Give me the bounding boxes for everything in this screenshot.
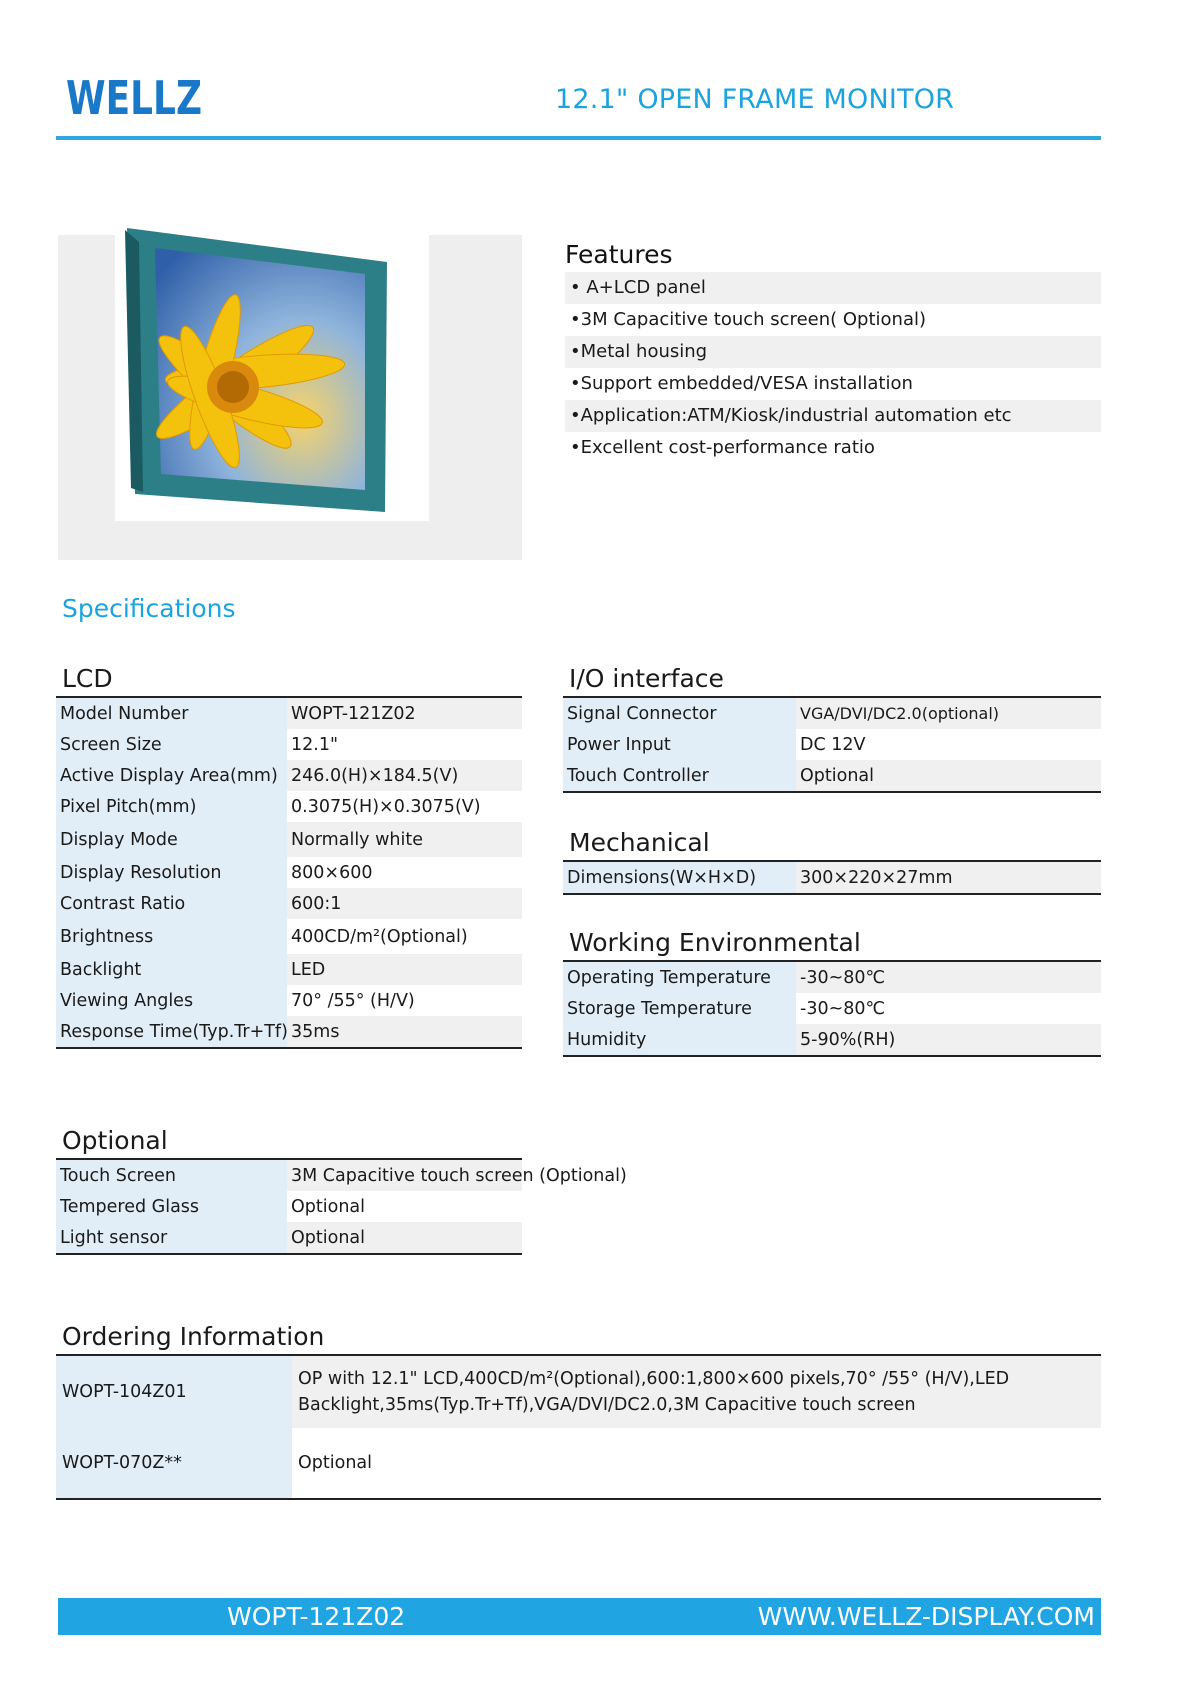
spec-label: Brightness — [56, 919, 287, 954]
table-row — [563, 862, 1101, 894]
specifications-heading: Specifications — [62, 594, 236, 623]
spec-label: Signal Connector — [563, 698, 796, 729]
spec-value: -30~80℃ — [800, 998, 886, 1019]
spec-value: 600:1 — [287, 888, 522, 919]
feature-item: •3M Capacitive touch screen( Optional) — [570, 309, 926, 330]
table-row — [563, 962, 1101, 993]
table-row — [56, 1016, 522, 1048]
spec-value: 12.1" — [291, 734, 339, 755]
features-title: Features — [565, 240, 673, 269]
table-row — [56, 791, 522, 822]
feature-item: • A+LCD panel — [565, 272, 1101, 304]
spec-label: Operating Temperature — [563, 962, 796, 993]
table-row — [56, 729, 522, 760]
environment-title: Working Environmental — [563, 924, 1101, 962]
table-row — [56, 857, 522, 888]
spec-value: VGA/DVI/DC2.0(optional) — [796, 698, 1101, 729]
table-row — [563, 698, 1101, 729]
spec-label: Power Input — [563, 729, 796, 760]
mechanical-table — [563, 862, 1101, 895]
table-row — [56, 954, 522, 985]
spec-value: 246.0(H)×184.5(V) — [287, 760, 522, 791]
lcd-title: LCD — [56, 660, 522, 698]
spec-value: DC 12V — [800, 734, 866, 755]
spec-label: Storage Temperature — [563, 993, 796, 1024]
feature-item: •Application:ATM/Kiosk/industrial automation etc — [565, 400, 1101, 432]
spec-value: Optional — [796, 760, 1101, 792]
table-row — [56, 822, 522, 857]
spec-value: 70° /55° (H/V) — [291, 990, 415, 1011]
monitor-image — [115, 222, 405, 522]
spec-label: Model Number — [56, 698, 287, 729]
ordering-desc-line: Backlight,35ms(Typ.Tr+Tf),VGA/DVI/DC2.0,3M Capacitive touch screen — [298, 1395, 916, 1415]
spec-label: Active Display Area(mm) — [56, 760, 287, 791]
lcd-table — [56, 698, 522, 1049]
spec-label: Backlight — [56, 954, 287, 985]
footer-model: WOPT-121Z02 — [227, 1602, 406, 1631]
wellz-logo — [66, 71, 206, 125]
table-row — [56, 1191, 522, 1222]
environment-spec-block — [563, 924, 1101, 1057]
feature-item: •Support embedded/VESA installation — [570, 373, 913, 394]
spec-value: 800×600 — [291, 862, 373, 883]
ordering-description: Optional — [298, 1453, 372, 1473]
spec-label: Light sensor — [56, 1222, 287, 1254]
spec-value: 5-90%(RH) — [796, 1024, 1101, 1056]
feature-item: •Excellent cost-performance ratio — [570, 437, 875, 458]
table-row — [56, 888, 522, 919]
table-row — [56, 919, 522, 954]
spec-label: Display Mode — [56, 822, 287, 857]
table-row — [563, 760, 1101, 792]
spec-value: WOPT-121Z02 — [287, 698, 522, 729]
spec-value: 3M Capacitive touch screen (Optional) — [287, 1160, 522, 1191]
optional-table — [56, 1160, 627, 1255]
features-section — [565, 238, 1101, 464]
lcd-spec-block — [56, 660, 522, 1049]
ordering-desc-line: OP with 12.1" LCD,400CD/m²(Optional),600:1,800×600 pixels,70° /55° (H/V),LED — [298, 1369, 1010, 1389]
spec-value: 300×220×27mm — [796, 862, 1101, 894]
table-row — [563, 729, 1101, 760]
header-divider — [56, 136, 1101, 140]
table-row — [56, 1222, 522, 1254]
table-row — [563, 993, 1101, 1024]
spec-value: 400CD/m²(Optional) — [291, 926, 468, 947]
ordering-code: WOPT-070Z** — [56, 1428, 292, 1498]
table-row — [56, 1160, 522, 1191]
document-title: 12.1" OPEN FRAME MONITOR — [555, 84, 955, 115]
spec-value: Normally white — [287, 822, 522, 857]
table-row — [563, 1024, 1101, 1056]
environment-table — [563, 962, 1101, 1057]
table-row — [56, 985, 522, 1016]
logo-text: WELLZ — [66, 71, 202, 125]
spec-label: Display Resolution — [56, 857, 287, 888]
spec-value: LED — [287, 954, 522, 985]
footer-website-link[interactable]: WWW.WELLZ-DISPLAY.COM — [757, 1602, 1095, 1631]
spec-label: Touch Screen — [56, 1160, 287, 1191]
feature-item: •Metal housing — [565, 336, 1101, 368]
spec-label: Viewing Angles — [56, 985, 287, 1016]
spec-label: Contrast Ratio — [56, 888, 287, 919]
mechanical-title: Mechanical — [563, 824, 1101, 862]
spec-value: 0.3075(H)×0.3075(V) — [291, 796, 481, 817]
ordering-row — [56, 1356, 1101, 1428]
spec-label: Tempered Glass — [56, 1191, 287, 1222]
spec-label: Pixel Pitch(mm) — [56, 791, 287, 822]
spec-label: Dimensions(W×H×D) — [563, 862, 796, 894]
spec-value: Optional — [287, 1222, 522, 1254]
optional-title: Optional — [56, 1122, 522, 1160]
spec-value: Optional — [291, 1196, 365, 1217]
ordering-description — [292, 1356, 1101, 1428]
ordering-code: WOPT-104Z01 — [56, 1356, 292, 1428]
ordering-title: Ordering Information — [56, 1318, 1101, 1356]
spec-label: Response Time(Typ.Tr+Tf) — [56, 1016, 287, 1048]
spec-value: -30~80℃ — [796, 962, 1101, 993]
spec-label: Screen Size — [56, 729, 287, 760]
table-row — [56, 760, 522, 791]
ordering-row — [56, 1428, 1101, 1500]
spec-label: Humidity — [563, 1024, 796, 1056]
optional-spec-block — [56, 1122, 627, 1255]
mechanical-spec-block — [563, 824, 1101, 895]
ordering-block — [56, 1318, 1101, 1500]
io-table — [563, 698, 1101, 793]
spec-label: Touch Controller — [563, 760, 796, 792]
spec-value: 35ms — [287, 1016, 522, 1048]
io-spec-block — [563, 660, 1101, 793]
io-title: I/O interface — [563, 660, 1101, 698]
table-row — [56, 698, 522, 729]
